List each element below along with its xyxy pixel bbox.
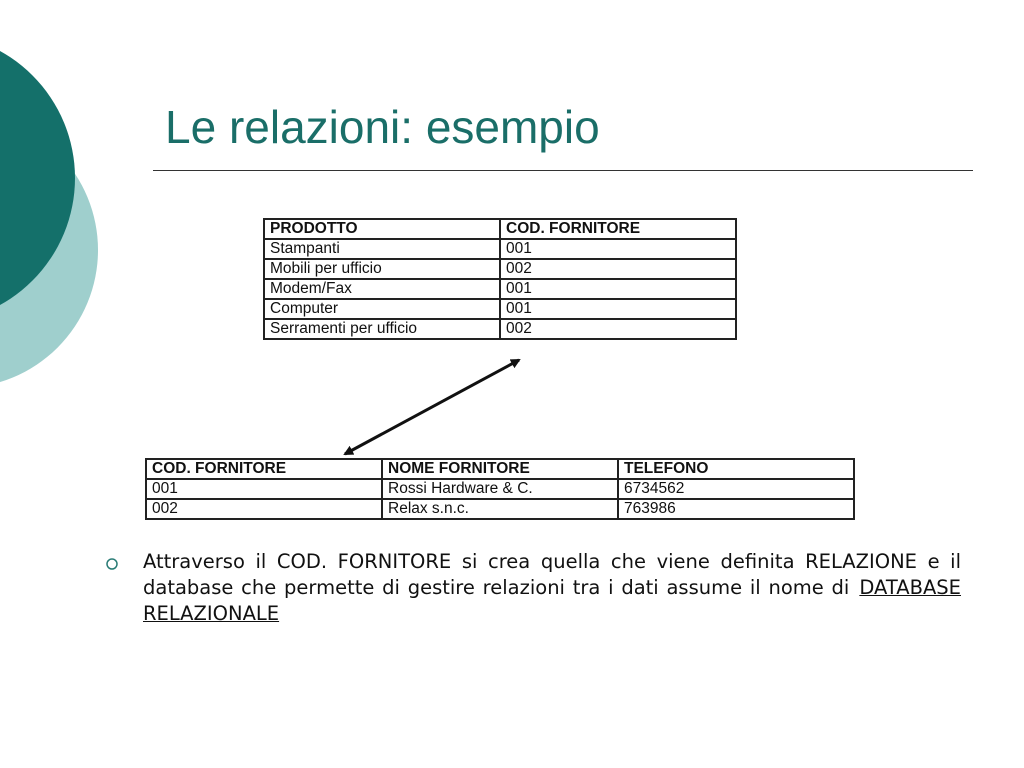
table-row bbox=[146, 479, 854, 499]
table-cell: 002 bbox=[500, 259, 736, 279]
table-cell: 001 bbox=[500, 299, 736, 319]
table-cell: Relax s.n.c. bbox=[382, 499, 618, 519]
table-cell: Computer bbox=[264, 299, 500, 319]
column-header: TELEFONO bbox=[618, 459, 854, 479]
column-header: COD. FORNITORE bbox=[146, 459, 382, 479]
double-arrow-line bbox=[345, 360, 519, 454]
table-cell: 001 bbox=[500, 239, 736, 259]
table-cell: Stampanti bbox=[264, 239, 500, 259]
table-cell: Rossi Hardware & C. bbox=[382, 479, 618, 499]
column-header: PRODOTTO bbox=[264, 219, 500, 239]
suppliers-table bbox=[145, 458, 855, 520]
table-cell: Modem/Fax bbox=[264, 279, 500, 299]
hollow-circle-bullet-icon bbox=[103, 555, 121, 573]
table-cell: Mobili per ufficio bbox=[264, 259, 500, 279]
column-header: COD. FORNITORE bbox=[500, 219, 736, 239]
table-cell: 002 bbox=[146, 499, 382, 519]
database-relazionale-link[interactable]: DATABASE RELAZIONALE bbox=[143, 576, 961, 625]
bullet-paragraph bbox=[143, 549, 961, 627]
table-header-row bbox=[146, 459, 854, 479]
table-cell: 6734562 bbox=[618, 479, 854, 499]
table-cell: 763986 bbox=[618, 499, 854, 519]
column-header: NOME FORNITORE bbox=[382, 459, 618, 479]
table-cell: 002 bbox=[500, 319, 736, 339]
slide-title: Le relazioni: esempio bbox=[165, 101, 600, 153]
table-cell: Serramenti per ufficio bbox=[264, 319, 500, 339]
table-row bbox=[146, 499, 854, 519]
table-cell: 001 bbox=[500, 279, 736, 299]
bullet-text: Attraverso il COD. FORNITORE si crea quella che viene definita RELAZIONE e il database che permette di gestire relazioni tra i dati assume il nome di bbox=[143, 550, 961, 599]
table-cell: 001 bbox=[146, 479, 382, 499]
